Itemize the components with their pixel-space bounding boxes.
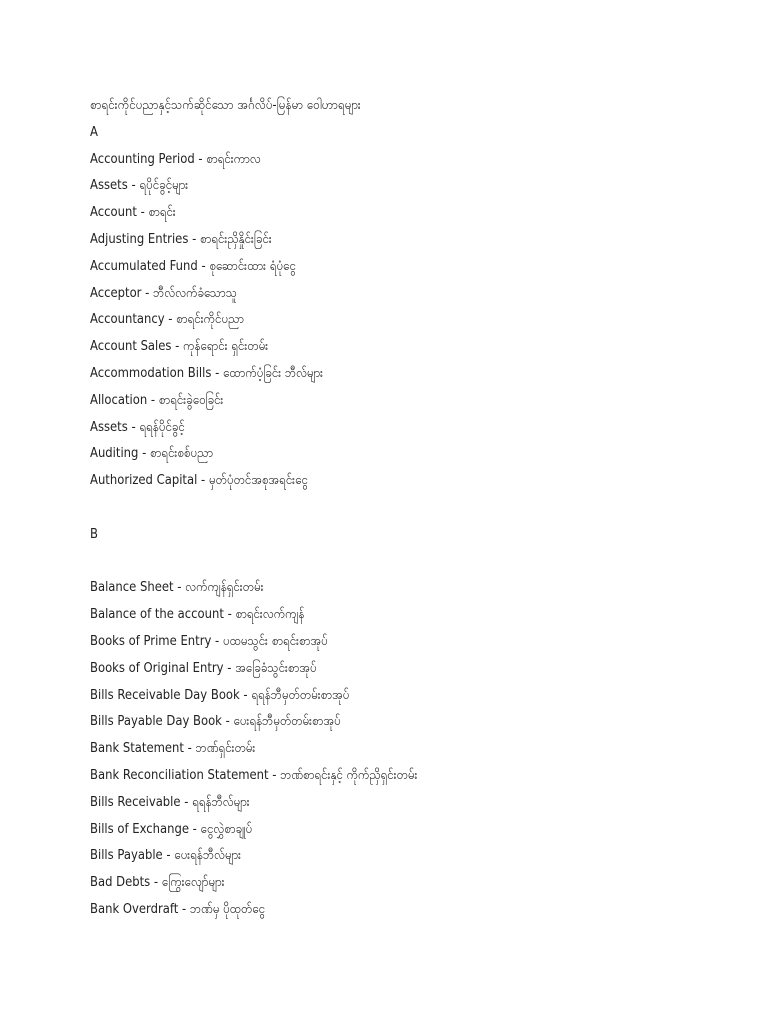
- glossary-entry: Balance of the account - စာရင်းလက်ကျန်: [90, 606, 305, 623]
- glossary-entry: Accountancy - စာရင်းကိုင်ပညာ: [90, 311, 244, 328]
- glossary-entry: Bank Reconciliation Statement - ဘဏ်စာရင်းနှင့် ကိုက်ညှိရှင်းတမ်း: [90, 766, 418, 783]
- section-letter-b: B: [90, 525, 98, 542]
- glossary-entry: Account Sales - ကုန်ရောင်း ရှင်းတမ်း: [90, 338, 269, 355]
- glossary-entry: Allocation - စာရင်းခွဲဝေခြင်း: [90, 391, 224, 408]
- glossary-entry: Assets - ရပိုင်ခွင့်များ: [90, 177, 189, 194]
- glossary-entry: Adjusting Entries - စာရင်းညှိနှိုင်းခြင်း: [90, 230, 272, 247]
- glossary-entry: Acceptor - ဘီလ်လက်ခံသောသူ: [90, 284, 237, 301]
- glossary-entry: Account - စာရင်း: [90, 204, 176, 221]
- glossary-entry: Balance Sheet - လက်ကျန်ရှင်းတမ်း: [90, 579, 264, 596]
- glossary-entry: Bills Receivable Day Book - ရရန်ဘီမှတ်တမ်းစာအုပ်: [90, 686, 350, 703]
- glossary-entry: Bank Statement - ဘဏ်ရှင်းတမ်း: [90, 740, 256, 757]
- glossary-entry: Authorized Capital - မှတ်ပုံတင်အစုအရင်းငွေ: [90, 472, 308, 489]
- glossary-entry: Bills Payable Day Book - ပေးရန်ဘီမှတ်တမ်းစာအုပ်: [90, 713, 341, 730]
- glossary-entry: Assets - ရရန်ပိုင်ခွင့်: [90, 418, 185, 435]
- glossary-entry: Books of Prime Entry - ပထမသွင်း စာရင်းစာအုပ်: [90, 632, 328, 649]
- glossary-entry: Bills Receivable - ရရန်ဘီလ်များ: [90, 793, 250, 810]
- document-title: စာရင်းကိုင်ပညာနှင့်သက်ဆိုင်သော အင်္ဂလိပ်-မြန်မာ ဝေါဟာရများ: [90, 97, 361, 113]
- section-letter-a: A: [90, 123, 98, 140]
- section-spacer: [90, 494, 730, 521]
- glossary-entry: Bills Payable - ပေးရန်ဘီလ်များ: [90, 847, 242, 864]
- document-page: [90, 92, 730, 923]
- glossary-entry: Accounting Period - စာရင်းကာလ: [90, 150, 261, 167]
- glossary-entry: Books of Original Entry - အခြေခံသွင်းစာအုပ်: [90, 659, 317, 676]
- glossary-entry: Auditing - စာရင်းစစ်ပညာ: [90, 445, 214, 462]
- glossary-entry: Accommodation Bills - ထောက်ပံ့ခြင်း ဘီလ်များ: [90, 364, 324, 381]
- glossary-entry: Bills of Exchange - ငွေလွှဲစာချုပ်: [90, 820, 253, 837]
- glossary-entry: Accumulated Fund - စုဆောင်းထား ရံပုံငွေ: [90, 257, 296, 274]
- glossary-entry: Bad Debts - ကြွေးလျော်များ: [90, 874, 225, 891]
- section-spacer: [90, 548, 730, 575]
- glossary-entry: Bank Overdraft - ဘဏ်မှ ပိုထုတ်ငွေ: [90, 900, 265, 917]
